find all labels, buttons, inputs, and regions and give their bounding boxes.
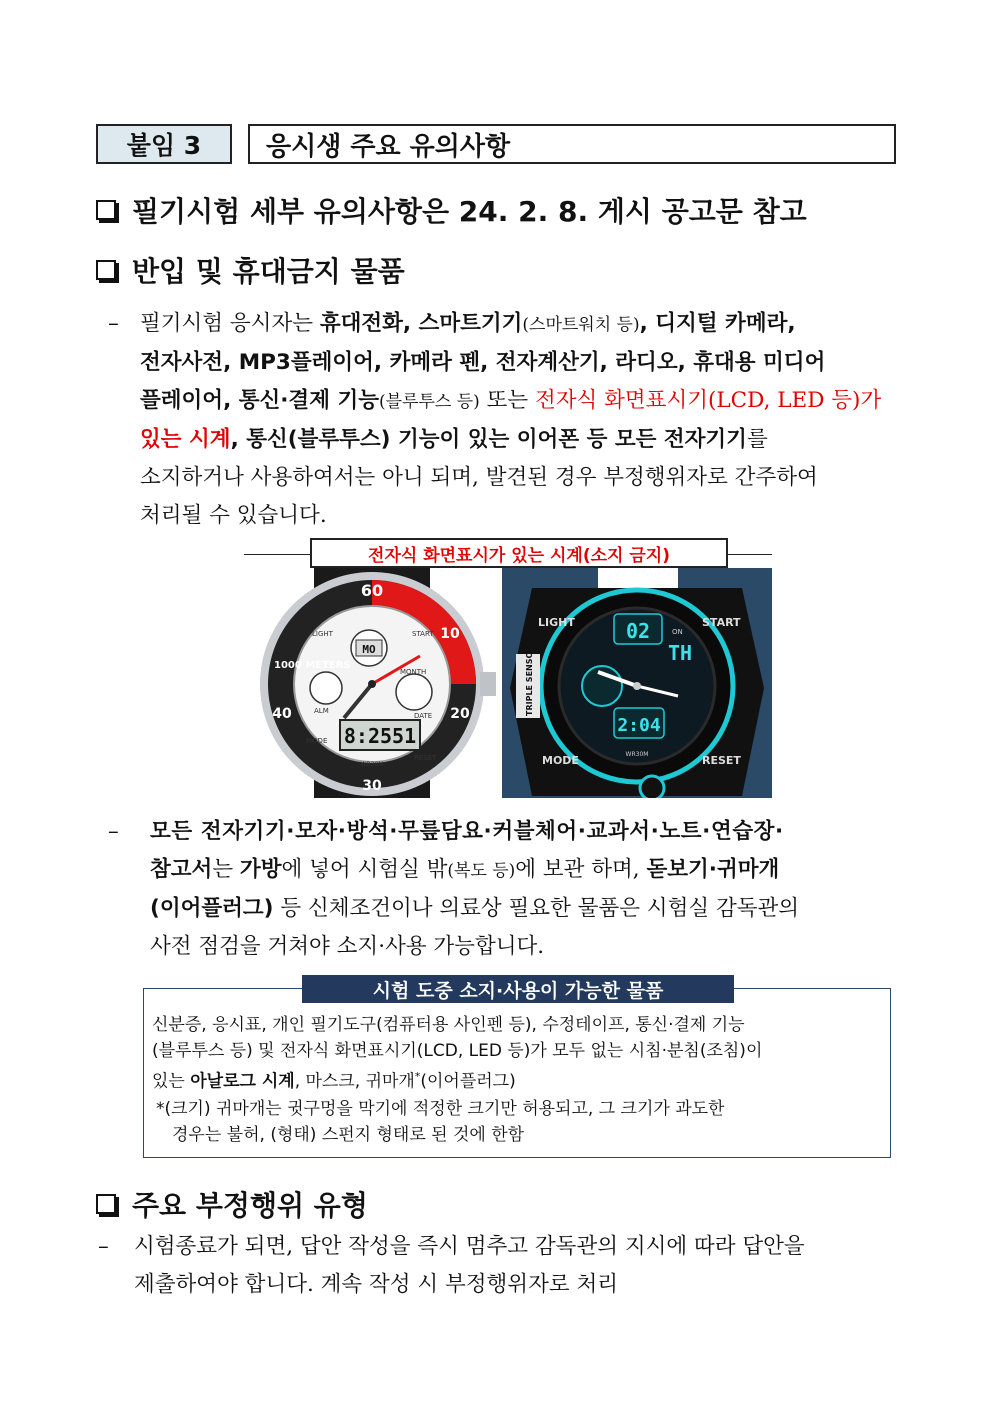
bezel-20: 20 (450, 706, 470, 722)
watch2-lcd-right: TH (668, 641, 693, 665)
bezel-10: 10 (440, 626, 460, 642)
bezel-30: 30 (362, 778, 382, 794)
caption-rule-left (244, 554, 310, 555)
digital-sport-watch-illustration (502, 568, 772, 798)
watch1-mode-label: MODE (306, 737, 328, 745)
watch1-reset-label: RESET (414, 754, 437, 762)
section-heading-2-text: 반입 및 휴대금지 물품 (132, 255, 405, 288)
checkbox-icon (96, 1194, 116, 1214)
watch-figure (244, 538, 772, 800)
watch2-light-label: LIGHT (538, 616, 575, 629)
watch1-date-label: DATE (414, 712, 433, 720)
section-heading-2 (96, 250, 405, 290)
para1-line-5: 소지하거나 사용하여서는 아니 되며, 발견된 경우 부정행위자로 간주하여 (140, 465, 818, 490)
watch2-start-label: START (702, 616, 741, 629)
para1-line-4: 있는 시계, 통신(블루투스) 기능이 있는 이어폰 등 모든 전자기기를 (140, 427, 768, 452)
section-heading-3 (96, 1184, 368, 1224)
checkbox-icon (96, 260, 116, 280)
watch1-lcd: 8:2551 (343, 724, 417, 748)
watch2-reset-label: RESET (702, 754, 741, 767)
watch-image-1 (244, 568, 500, 798)
allowed-items-note (156, 1096, 724, 1148)
para2-line-1: 모든 전자기기·모자·방석·무릎담요·커블체어·교과서·노트·연습장· (150, 819, 784, 844)
para2-line-2: 참고서는 가방에 넣어 시험실 밖(복도 등)에 보관 하며, 돋보기·귀마개 (150, 857, 780, 882)
para3-line-1: 시험종료가 되면, 답안 작성을 즉시 멈추고 감독관의 지시에 따라 답안을 (134, 1234, 805, 1259)
watch1-wr-label: WR30M (360, 761, 384, 768)
para1-line-1: 필기시험 응시자는 휴대전화, 스마트기기(스마트워치 등), 디지털 카메라, (140, 311, 796, 336)
allowed-items-title: 시험 도중 소지·사용이 가능한 물품 (302, 975, 734, 1003)
attachment-tag: 붙임 3 (96, 124, 232, 164)
section-heading-1 (96, 190, 807, 230)
watch2-lcd-bottom: 2:04 (617, 715, 661, 736)
misconduct-paragraph (98, 1228, 898, 1304)
para1-line-3: 플레이어, 통신·결제 기능(블루투스 등) 또는 전자식 화면표시기(LCD, LED 등)가 (140, 388, 882, 413)
para3-line-2: 제출하여야 합니다. 계속 작성 시 부정행위자로 처리 (134, 1272, 618, 1297)
ring-text: 1000 METERS (274, 660, 351, 671)
watch1-start-label: START (412, 630, 434, 638)
section-heading-1-text: 필기시험 세부 유의사항은 24. 2. 8. 게시 공고문 참고 (132, 195, 807, 228)
allowed-line-1: 신분증, 응시표, 개인 필기도구(컴퓨터용 사인펜 등), 수정테이프, 통신·결제 기능 (152, 1015, 745, 1035)
dash-bullet: – (108, 819, 119, 844)
dash-bullet: – (108, 311, 119, 336)
para2-line-4: 사전 점검을 거쳐야 소지·사용 가능합니다. (150, 934, 545, 959)
para1-line-6: 처리될 수 있습니다. (140, 503, 327, 528)
watch2-mode-label: MODE (542, 754, 579, 767)
note-line-2: 경우는 불허, (형태) 스펀지 형태로 된 것에 한함 (172, 1125, 525, 1145)
prohibited-items-paragraph (108, 305, 898, 535)
section-heading-3-text: 주요 부정행위 유형 (132, 1189, 368, 1222)
bezel-40: 40 (272, 706, 292, 722)
watch2-sensor-label: TRIPLE SENSOR (525, 645, 534, 716)
para2-line-3: (이어플러그) 등 신체조건이나 의료상 필요한 물품은 시험실 감독관의 (150, 896, 800, 921)
watch2-wr-label: WR30M (625, 751, 649, 758)
figure-caption: 전자식 화면표시가 있는 시계(소지 금지) (310, 538, 728, 568)
checkbox-icon (96, 200, 116, 220)
para1-line-2: 전자사전, MP3플레이어, 카메라 펜, 전자계산기, 라디오, 휴대용 미디어 (140, 350, 826, 375)
caption-rule-right (728, 554, 772, 555)
page-title: 응시생 주요 유의사항 (248, 124, 896, 164)
watch2-on-label: ON (672, 628, 683, 636)
watch2-lcd-top: 02 (625, 619, 651, 643)
allowed-line-2: (블루투스 등) 및 전자식 화면표시기(LCD, LED 등)가 모두 없는 시침·분침(조침)이 (152, 1041, 763, 1061)
note-line-1: *(크기) 귀마개는 귓구멍을 막기에 적정한 크기만 허용되고, 그 크기가 과도한 (156, 1099, 725, 1119)
watch1-light-label: LIGHT (312, 630, 333, 638)
watch-image-2 (502, 568, 772, 798)
dash-bullet: – (98, 1234, 109, 1259)
watch1-month-label: MONTH (400, 668, 427, 676)
title-row (96, 124, 896, 166)
analog-digital-watch-illustration (244, 568, 500, 798)
storage-paragraph (108, 813, 898, 966)
allowed-items-text (152, 1012, 888, 1095)
watch1-top-lcd: MO (362, 643, 376, 656)
allowed-line-3: 있는 아날로그 시계, 마스크, 귀마개*(이어플러그) (152, 1070, 516, 1092)
bezel-60: 60 (360, 581, 384, 600)
watch1-alm-label: ALM (314, 707, 329, 715)
